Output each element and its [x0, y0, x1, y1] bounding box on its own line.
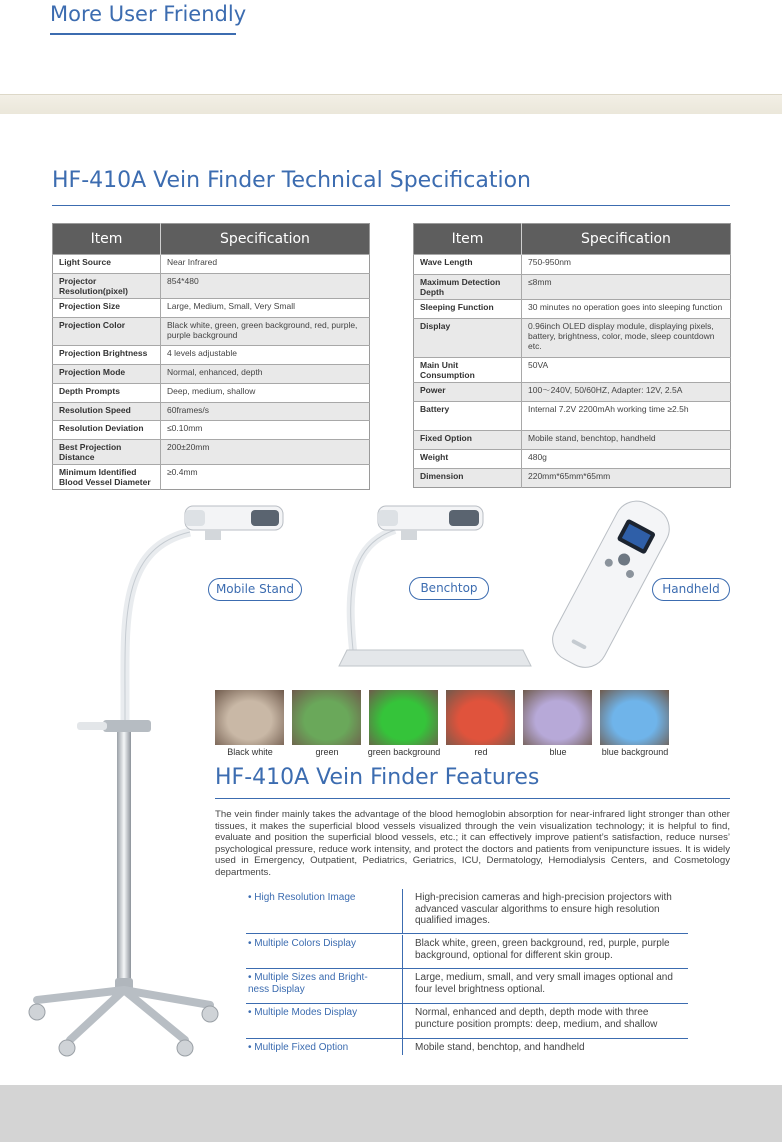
feature-description: Normal, enhanced and depth, depth mode with three puncture position prompts: deep, medium, and shallow — [415, 1007, 658, 1030]
spec-key: Projection Size — [53, 299, 161, 318]
spec-row — [53, 421, 370, 440]
spec-key: Battery — [414, 402, 522, 431]
col-spec-header: Specification — [161, 224, 370, 255]
spec-row — [414, 358, 731, 383]
projection-color-label: red — [474, 747, 488, 757]
spec-row — [53, 318, 370, 346]
spec-key: Weight — [414, 450, 522, 469]
projection-color-label: blue — [549, 747, 567, 757]
projection-color-label: green — [315, 747, 339, 757]
spec-value: Near Infrared — [161, 255, 370, 274]
spec-value: ≥0.4mm — [161, 465, 370, 490]
projection-color-sample — [292, 690, 361, 745]
features-title-rule — [215, 798, 730, 799]
spec-row — [414, 319, 731, 358]
spec-value: 0.96inch OLED display module, displaying pixels, battery, brightness, color, mode, sleep countdown etc. — [522, 319, 731, 358]
spec-value: 50VA — [522, 358, 731, 383]
spec-value: 750-950nm — [522, 255, 731, 275]
projection-color-sample — [446, 690, 515, 745]
feature-name: • Multiple Fixed Option — [248, 1042, 349, 1053]
features-title: HF-410A Vein Finder Features — [215, 765, 540, 790]
feature-row — [246, 1004, 688, 1039]
spec-value: Internal 7.2V 2200mAh working time ≥2.5h — [522, 402, 731, 431]
spec-value: 100～240V, 50/60HZ, Adapter: 12V, 2.5A — [522, 383, 731, 402]
col-item-header: Item — [53, 224, 161, 255]
spec-value: 854*480 — [161, 274, 370, 299]
spec-row — [414, 469, 731, 488]
spec-key: Main Unit Consumption — [414, 358, 522, 383]
feature-row — [246, 935, 688, 969]
feature-separator — [402, 969, 403, 1003]
spec-key: Projection Mode — [53, 365, 161, 384]
divider-band — [0, 94, 782, 114]
projection-color-sample — [600, 690, 669, 745]
spec-row — [414, 431, 731, 450]
spec-key: Sleeping Function — [414, 300, 522, 319]
spec-value: Large, Medium, Small, Very Small — [161, 299, 370, 318]
spec-key: Resolution Speed — [53, 403, 161, 421]
spec-key: Wave Length — [414, 255, 522, 275]
projection-color-label: blue background — [601, 747, 669, 757]
feature-description: Large, medium, small, and very small images optional and four level brightness optional. — [415, 972, 673, 995]
spec-key: Dimension — [414, 469, 522, 488]
spec-row — [414, 450, 731, 469]
benchtop-label: Benchtop — [409, 577, 489, 600]
feature-name: • Multiple Modes Display — [248, 1007, 358, 1018]
spec-table-left — [52, 223, 370, 490]
spec-value: Black white, green, green background, red, purple, purple background — [161, 318, 370, 346]
spec-table-right — [413, 223, 731, 488]
projection-color-label: Black white — [227, 747, 273, 757]
spec-value: 4 levels adjustable — [161, 346, 370, 365]
spec-key: Depth Prompts — [53, 384, 161, 403]
feature-separator — [402, 1004, 403, 1038]
col-item-header: Item — [414, 224, 522, 255]
spec-value: 60frames/s — [161, 403, 370, 421]
mobile-stand-label: Mobile Stand — [208, 578, 302, 601]
spec-key: Projection Brightness — [53, 346, 161, 365]
feature-row — [246, 1039, 688, 1055]
spec-row — [53, 465, 370, 490]
spec-row — [414, 402, 731, 431]
spec-key: Projector Resolution(pixel) — [53, 274, 161, 299]
spec-key: Resolution Deviation — [53, 421, 161, 440]
spec-row — [53, 403, 370, 421]
spec-key: Best Projection Distance — [53, 440, 161, 465]
spec-value: Mobile stand, benchtop, handheld — [522, 431, 731, 450]
projection-color-label: green background — [367, 747, 441, 757]
spec-value: 200±20mm — [161, 440, 370, 465]
spec-key: Fixed Option — [414, 431, 522, 450]
spec-key: Light Source — [53, 255, 161, 274]
spec-row — [53, 255, 370, 274]
spec-row — [53, 274, 370, 299]
feature-row — [246, 969, 688, 1004]
spec-row — [53, 384, 370, 403]
feature-row — [246, 889, 688, 934]
feature-name: • Multiple Colors Display — [248, 938, 356, 949]
spec-title: HF-410A Vein Finder Technical Specification — [52, 168, 532, 193]
feature-separator — [402, 1039, 403, 1055]
spec-key: Power — [414, 383, 522, 402]
feature-name: • Multiple Sizes and Bright-ness Display — [248, 972, 368, 995]
spec-key: Minimum Identified Blood Vessel Diameter — [53, 465, 161, 490]
spec-title-rule — [52, 205, 730, 206]
spec-row — [53, 299, 370, 318]
feature-description: Mobile stand, benchtop, and handheld — [415, 1042, 585, 1053]
feature-separator — [402, 889, 403, 933]
projection-color-sample — [369, 690, 438, 745]
title-underline — [50, 33, 236, 35]
spec-row — [53, 346, 370, 365]
spec-value: ≤8mm — [522, 275, 731, 300]
spec-value: Normal, enhanced, depth — [161, 365, 370, 384]
feature-description: Black white, green, green background, red, purple, purple background, optional for different skin group. — [415, 938, 670, 961]
spec-row — [414, 300, 731, 319]
section-title: More User Friendly — [50, 2, 247, 26]
footer-band — [0, 1085, 782, 1142]
spec-row — [414, 275, 731, 300]
spec-key: Display — [414, 319, 522, 358]
spec-row — [53, 365, 370, 384]
feature-separator — [402, 935, 403, 968]
spec-value: 480g — [522, 450, 731, 469]
spec-value: 220mm*65mm*65mm — [522, 469, 731, 488]
spec-row — [53, 440, 370, 465]
feature-description: High-precision cameras and high-precision projectors with advanced vascular algorithms to ensure high resolution qualified images. — [415, 892, 672, 926]
projection-color-sample — [215, 690, 284, 745]
feature-name: • High Resolution Image — [248, 892, 356, 903]
projection-color-sample — [523, 690, 592, 745]
spec-key: Maximum Detection Depth — [414, 275, 522, 300]
col-spec-header: Specification — [522, 224, 731, 255]
spec-value: ≤0.10mm — [161, 421, 370, 440]
handheld-label: Handheld — [652, 578, 730, 601]
spec-value: Deep, medium, shallow — [161, 384, 370, 403]
spec-row — [414, 383, 731, 402]
features-intro: The vein finder mainly takes the advantage of the blood hemoglobin absorption for near-infrared light stronger than other tissues, it makes the superficial blood vessels visualized through the vein visualization technology; it is helpful to find, evaluate and position the superficial blood vessels, etc.; it can effectively improve patient’s satisfaction, reduce nurses’ psychological pressure, reduce work intensity, and protect the doctors and patients from venipuncture issues. It is widely used in Emergency, Outpatient, Pediatrics, Geriatrics, ICU, Dermatology, Hemodialysis Centers, and Cosmetology departments. — [215, 809, 730, 878]
spec-row — [414, 255, 731, 275]
spec-value: 30 minutes no operation goes into sleeping function — [522, 300, 731, 319]
spec-key: Projection Color — [53, 318, 161, 346]
